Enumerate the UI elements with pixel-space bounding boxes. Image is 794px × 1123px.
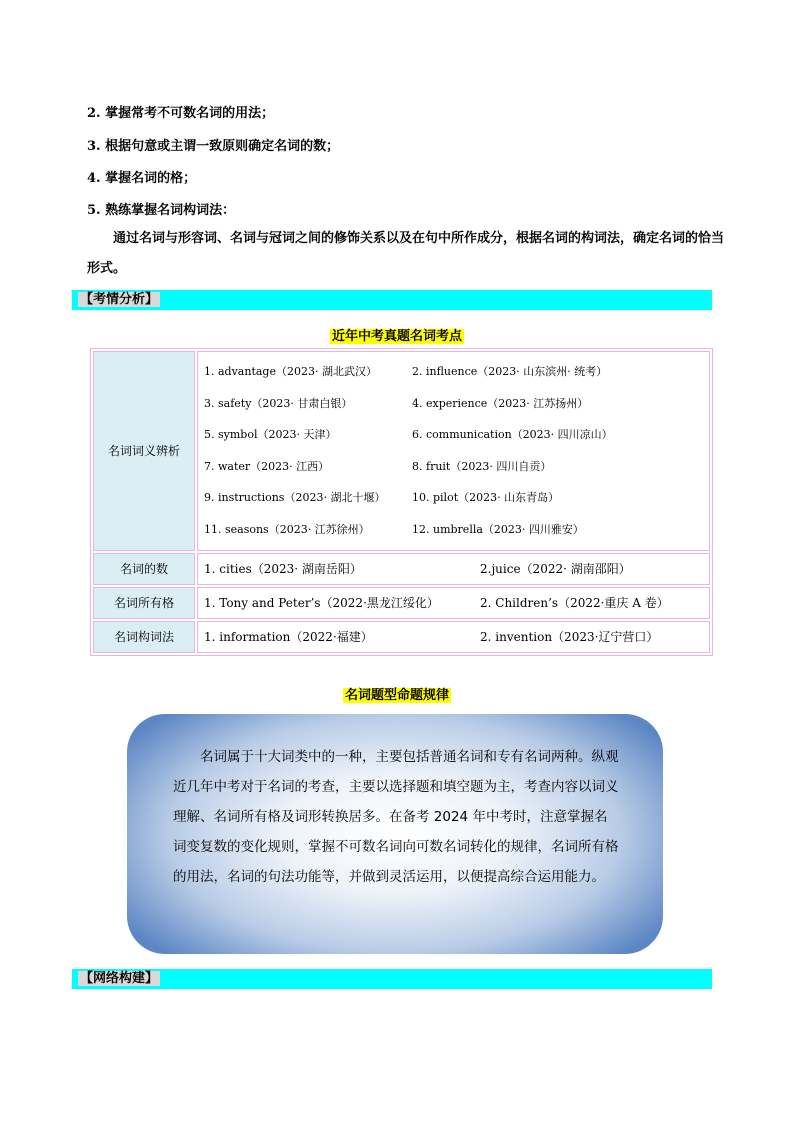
category-cell: 名词的数 xyxy=(93,553,195,585)
item-line xyxy=(204,514,703,546)
rules-title xyxy=(0,684,794,703)
exam-points-table xyxy=(90,348,713,656)
item-line xyxy=(204,419,703,451)
item: 1. cities（2023· 湖南岳阳） xyxy=(204,562,362,577)
item-line xyxy=(204,482,703,514)
item: 6. communication（2023· 四川凉山） xyxy=(412,428,613,442)
section-bar-network xyxy=(72,969,712,989)
items-cell xyxy=(197,553,710,585)
item: 9. instructions（2023· 湖北十堰） xyxy=(204,491,386,505)
intro-line-5: 5. 熟练掌握名词构词法： xyxy=(87,203,236,218)
rules-title-text: 名词题型命题规律 xyxy=(344,688,449,703)
item-line xyxy=(204,388,703,420)
item: 2. invention（2023·辽宁营口） xyxy=(480,630,659,645)
section-label-network: 【网络构建】 xyxy=(80,971,159,986)
table-row xyxy=(93,553,710,585)
items-cell xyxy=(197,587,710,619)
item: 2. influence（2023· 山东滨州· 统考） xyxy=(412,365,608,378)
rules-text: 名词属于十大词类中的一种，主要包括普通名词和专有名词两种。纵观近几年中考对于名词的考查，主要以选择题和填空题为主，考查内容以词义理解、名词所有格及词形转换居多。在备考 2024 年中考时，注意掌握名词变复数的变化规则，掌握不可数名词向可数名词转化的规律，名词所有格的用法，名词的句法功能等，并做到灵活运用，以便提高综合运用能力。 xyxy=(173,749,619,885)
table-title-text: 近年中考真题名词考点 xyxy=(331,329,462,344)
item-line xyxy=(204,451,703,483)
item: 1. Tony and Peter’s（2022·黑龙江绥化） xyxy=(204,596,439,611)
item-line xyxy=(204,356,703,388)
item: 4. experience（2023· 江苏扬州） xyxy=(412,396,589,410)
item: 1. information（2022·福建） xyxy=(204,630,373,645)
intro-line-2: 2. 掌握常考不可数名词的用法； xyxy=(87,106,275,121)
table-row xyxy=(93,351,710,551)
intro-paragraph: 通过名词与形容词、名词与冠词之间的修饰关系以及在句中所作成分，根据名词的构词法，确定名词的恰当形式。 xyxy=(87,231,725,276)
table-title xyxy=(0,325,794,344)
item: 1. advantage（2023· 湖北武汉） xyxy=(204,365,377,378)
item: 5. symbol（2023· 天津） xyxy=(204,428,337,442)
section-label-analysis: 【考情分析】 xyxy=(80,292,159,307)
intro-line-4: 4. 掌握名词的格； xyxy=(87,171,197,186)
item: 7. water（2023· 江西） xyxy=(204,459,330,473)
category-cell: 名词所有格 xyxy=(93,587,195,619)
item: 2. Children’s（2022·重庆 A 卷） xyxy=(480,596,669,611)
item: 8. fruit（2023· 四川自贡） xyxy=(412,459,552,473)
intro-line-3: 3. 根据句意或主谓一致原则确定名词的数； xyxy=(87,139,340,154)
category-cell: 名词构词法 xyxy=(93,621,195,653)
item: 2.juice（2022· 湖南邵阳） xyxy=(480,562,631,577)
section-bar-analysis xyxy=(72,290,712,310)
item: 12. umbrella（2023· 四川雅安） xyxy=(412,522,584,536)
item: 10. pilot（2023· 山东青岛） xyxy=(412,491,560,505)
item: 11. seasons（2023· 江苏徐州） xyxy=(204,522,370,536)
items-cell xyxy=(197,621,710,653)
items-cell xyxy=(197,351,710,551)
item: 3. safety（2023· 甘肃白银） xyxy=(204,396,353,410)
rules-bubble xyxy=(127,714,663,954)
category-cell: 名词词义辨析 xyxy=(93,351,195,551)
table-row xyxy=(93,621,710,653)
table-row xyxy=(93,587,710,619)
